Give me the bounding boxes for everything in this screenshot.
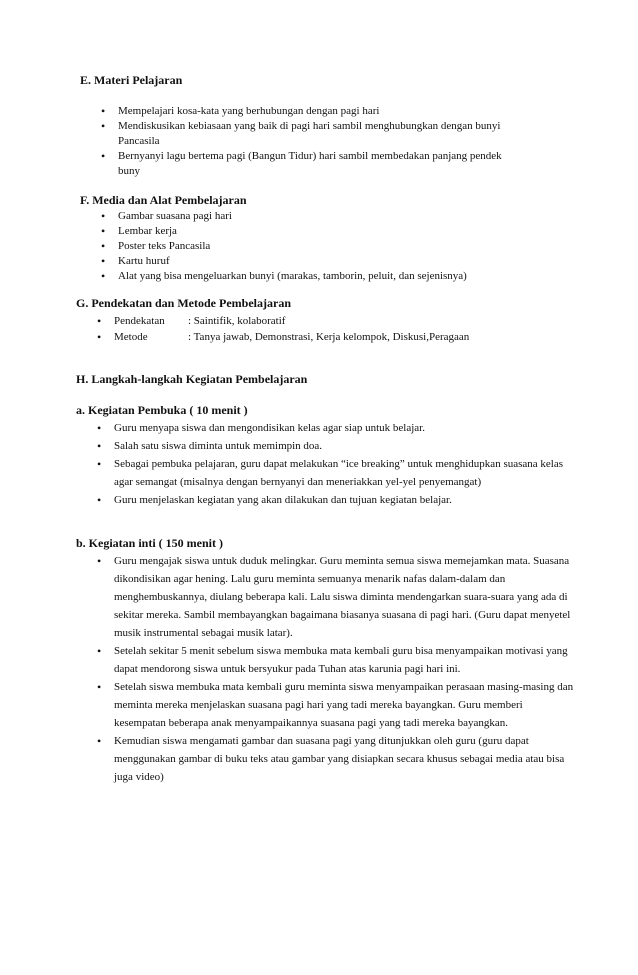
section-g-list [92, 313, 572, 345]
bullet-icon: • [101, 224, 106, 238]
list-item: • Kemudian siswa mengamati gambar dan suasana pagi yang ditunjukkan oleh guru (guru dapat menggunakan gambar di buku teks atau gambar yang disiapkan secara khusus sebagai media atau bisa juga video) [97, 734, 565, 783]
bullet-icon: • [101, 119, 106, 133]
section-g-heading: G. Pendekatan dan Metode Pembelajaran [76, 296, 291, 310]
section-e-list [96, 104, 516, 179]
bullet-icon: • [101, 269, 106, 283]
list-item: • Sebagai pembuka pelajaran, guru dapat melakukan “ice breaking” untuk menghidupkan suasana kelas agar semangat (misalnya dengan bernyanyi dan meneriakkan yel-yel penyemangat) [97, 457, 564, 488]
bullet-icon: • [101, 149, 106, 163]
subsection-a-heading: a. Kegiatan Pembuka ( 10 menit ) [76, 403, 248, 417]
section-h-heading: H. Langkah-langkah Kegiatan Pembelajaran [76, 372, 308, 386]
list-item: • Mendiskusikan kebiasaan yang baik di pagi hari sambil menghubungkan dengan bunyi Pancasila [101, 119, 501, 147]
subsection-b-list [92, 552, 577, 786]
section-e-heading: E. Materi Pelajaran [80, 73, 183, 87]
bullet-icon: • [97, 439, 102, 453]
bullet-icon: • [97, 457, 102, 471]
bullet-icon: • [97, 554, 102, 568]
bullet-icon: • [97, 330, 102, 344]
bullet-icon: • [101, 104, 106, 118]
bullet-icon: • [101, 254, 106, 268]
list-item: • Bernyanyi lagu bertema pagi (Bangun Tidur) hari sambil membedakan panjang pendek buny [101, 149, 502, 177]
list-item: • Salah satu siswa diminta untuk memimpin doa. [97, 439, 323, 453]
list-item: • Kartu huruf [101, 254, 170, 268]
bullet-icon: • [101, 239, 106, 253]
list-item: • Alat yang bisa mengeluarkan bunyi (marakas, tamborin, peluit, dan sejenisnya) [101, 269, 467, 283]
list-item: • Guru menjelaskan kegiatan yang akan dilakukan dan tujuan kegiatan belajar. [97, 493, 452, 507]
list-item: • Setelah sekitar 5 menit sebelum siswa membuka mata kembali guru bisa menyampaikan motivasi yang dapat mendorong siswa untuk bersyukur pada Tuhan atas karunia pagi hari ini. [97, 644, 568, 675]
list-item: • Pendekatan : Saintifik, kolaboratif [97, 314, 286, 328]
section-f-list [96, 209, 566, 284]
list-item: • Poster teks Pancasila [101, 239, 211, 253]
subsection-b-heading: b. Kegiatan inti ( 150 menit ) [76, 536, 223, 550]
bullet-icon: • [97, 680, 102, 694]
list-item: • Guru menyapa siswa dan mengondisikan kelas agar siap untuk belajar. [97, 421, 425, 435]
bullet-icon: • [97, 421, 102, 435]
list-item: • Mempelajari kosa-kata yang berhubungan dengan pagi hari [101, 104, 380, 118]
bullet-icon: • [101, 209, 106, 223]
bullet-icon: • [97, 493, 102, 507]
list-item: • Guru mengajak siswa untuk duduk melingkar. Guru meminta semua siswa memejamkan mata. Suasana dikondisikan agar hening. Lalu guru meminta semuanya menarik nafas dalam-dalam dan menghembuskannya, diulang beberapa kali. Lalu siswa diminta mendengarkan suara-suara yang ada di sekitar mereka. Sambil membayangkan bagaimana biasanya suasana di pagi hari. (Guru dapat menyetel musik instrumental sebagai musik latar). [97, 554, 571, 639]
bullet-icon: • [97, 314, 102, 328]
list-item: • Setelah siswa membuka mata kembali guru meminta siswa menyampaikan perasaan masing-masing dan meminta mereka menjelaskan suasana pagi hari yang tadi mereka bayangkan. Guru memberi kesempatan beberapa anak menyampaikannya suasana pagi yang tadi mereka bayangkan. [97, 680, 574, 729]
list-item: • Gambar suasana pagi hari [101, 209, 232, 223]
bullet-icon: • [97, 734, 102, 748]
section-f-heading: F. Media dan Alat Pembelajaran [80, 193, 247, 207]
bullet-icon: • [97, 644, 102, 658]
subsection-a-list [92, 419, 572, 509]
list-item: • Metode : Tanya jawab, Demonstrasi, Kerja kelompok, Diskusi,Peragaan [97, 330, 470, 344]
list-item: • Lembar kerja [101, 224, 177, 238]
